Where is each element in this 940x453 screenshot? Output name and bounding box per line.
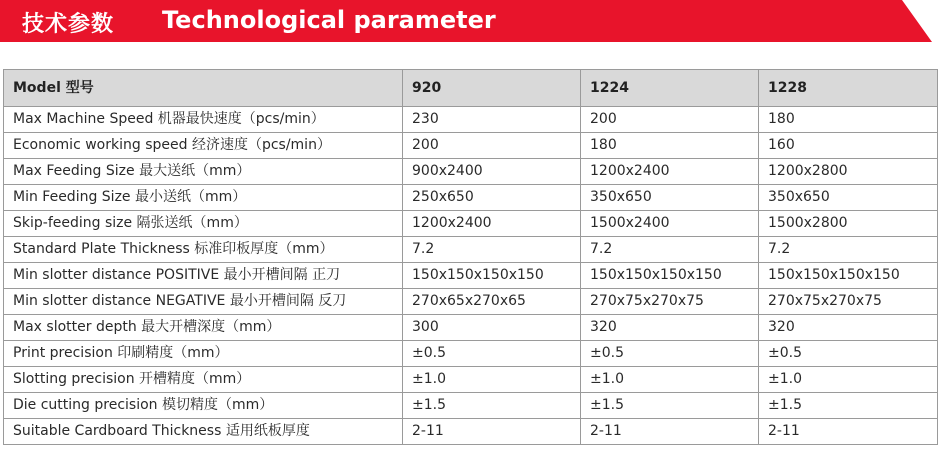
value-1228: ±0.5 bbox=[759, 341, 938, 367]
value-920: ±0.5 bbox=[403, 341, 581, 367]
value-920: 250x650 bbox=[403, 185, 581, 211]
banner-title-chinese: 技术参数 bbox=[22, 12, 115, 37]
value-1224: 150x150x150x150 bbox=[581, 263, 759, 289]
value-920: 7.2 bbox=[403, 237, 581, 263]
header-920: 920 bbox=[403, 70, 581, 107]
value-1224: 350x650 bbox=[581, 185, 759, 211]
table-row bbox=[4, 133, 938, 159]
table-row bbox=[4, 289, 938, 315]
value-920: 200 bbox=[403, 133, 581, 159]
row-label: Min slotter distance POSITIVE 最小开槽间隔 正刀 bbox=[4, 263, 403, 289]
table-row bbox=[4, 159, 938, 185]
header-1228: 1228 bbox=[759, 70, 938, 107]
value-1228: 270x75x270x75 bbox=[759, 289, 938, 315]
spec-table bbox=[3, 69, 938, 445]
value-1228: 2-11 bbox=[759, 419, 938, 445]
value-920: ±1.0 bbox=[403, 367, 581, 393]
value-1228: 150x150x150x150 bbox=[759, 263, 938, 289]
table-row bbox=[4, 263, 938, 289]
value-1224: ±1.0 bbox=[581, 367, 759, 393]
table-row bbox=[4, 211, 938, 237]
value-1224: 7.2 bbox=[581, 237, 759, 263]
table-row bbox=[4, 393, 938, 419]
row-label: Max Feeding Size 最大送纸（mm） bbox=[4, 159, 403, 185]
header-model: Model 型号 bbox=[4, 70, 403, 107]
value-1228: 7.2 bbox=[759, 237, 938, 263]
banner-title-english: Technological parameter bbox=[162, 6, 496, 34]
value-1224: 180 bbox=[581, 133, 759, 159]
table-row bbox=[4, 367, 938, 393]
row-label: Print precision 印刷精度（mm） bbox=[4, 341, 403, 367]
row-label: Min Feeding Size 最小送纸（mm） bbox=[4, 185, 403, 211]
table-row bbox=[4, 237, 938, 263]
row-label: Standard Plate Thickness 标准印板厚度（mm） bbox=[4, 237, 403, 263]
value-1224: ±1.5 bbox=[581, 393, 759, 419]
value-1224: 2-11 bbox=[581, 419, 759, 445]
row-label: Economic working speed 经济速度（pcs/min） bbox=[4, 133, 403, 159]
value-920: ±1.5 bbox=[403, 393, 581, 419]
row-label: Max Machine Speed 机器最快速度（pcs/min） bbox=[4, 107, 403, 133]
row-label: Max slotter depth 最大开槽深度（mm） bbox=[4, 315, 403, 341]
row-label: Skip-feeding size 隔张送纸（mm） bbox=[4, 211, 403, 237]
value-920: 230 bbox=[403, 107, 581, 133]
value-920: 1200x2400 bbox=[403, 211, 581, 237]
value-920: 300 bbox=[403, 315, 581, 341]
title-banner bbox=[0, 0, 940, 42]
table-row bbox=[4, 315, 938, 341]
row-label: Slotting precision 开槽精度（mm） bbox=[4, 367, 403, 393]
value-1224: 200 bbox=[581, 107, 759, 133]
value-1228: 350x650 bbox=[759, 185, 938, 211]
row-label: Die cutting precision 模切精度（mm） bbox=[4, 393, 403, 419]
value-1228: 160 bbox=[759, 133, 938, 159]
value-1224: ±0.5 bbox=[581, 341, 759, 367]
value-1224: 1500x2400 bbox=[581, 211, 759, 237]
table-row bbox=[4, 107, 938, 133]
value-1228: ±1.5 bbox=[759, 393, 938, 419]
table-row bbox=[4, 341, 938, 367]
row-label: Suitable Cardboard Thickness 适用纸板厚度 bbox=[4, 419, 403, 445]
value-920: 900x2400 bbox=[403, 159, 581, 185]
table-row bbox=[4, 419, 938, 445]
value-1224: 270x75x270x75 bbox=[581, 289, 759, 315]
value-920: 150x150x150x150 bbox=[403, 263, 581, 289]
table-header-row bbox=[4, 70, 938, 107]
value-1228: ±1.0 bbox=[759, 367, 938, 393]
value-920: 270x65x270x65 bbox=[403, 289, 581, 315]
row-label: Min slotter distance NEGATIVE 最小开槽间隔 反刀 bbox=[4, 289, 403, 315]
value-1224: 320 bbox=[581, 315, 759, 341]
value-1228: 320 bbox=[759, 315, 938, 341]
table-body bbox=[4, 107, 938, 445]
value-1228: 1500x2800 bbox=[759, 211, 938, 237]
value-1224: 1200x2400 bbox=[581, 159, 759, 185]
table-row bbox=[4, 185, 938, 211]
value-1228: 1200x2800 bbox=[759, 159, 938, 185]
header-1224: 1224 bbox=[581, 70, 759, 107]
value-1228: 180 bbox=[759, 107, 938, 133]
value-920: 2-11 bbox=[403, 419, 581, 445]
